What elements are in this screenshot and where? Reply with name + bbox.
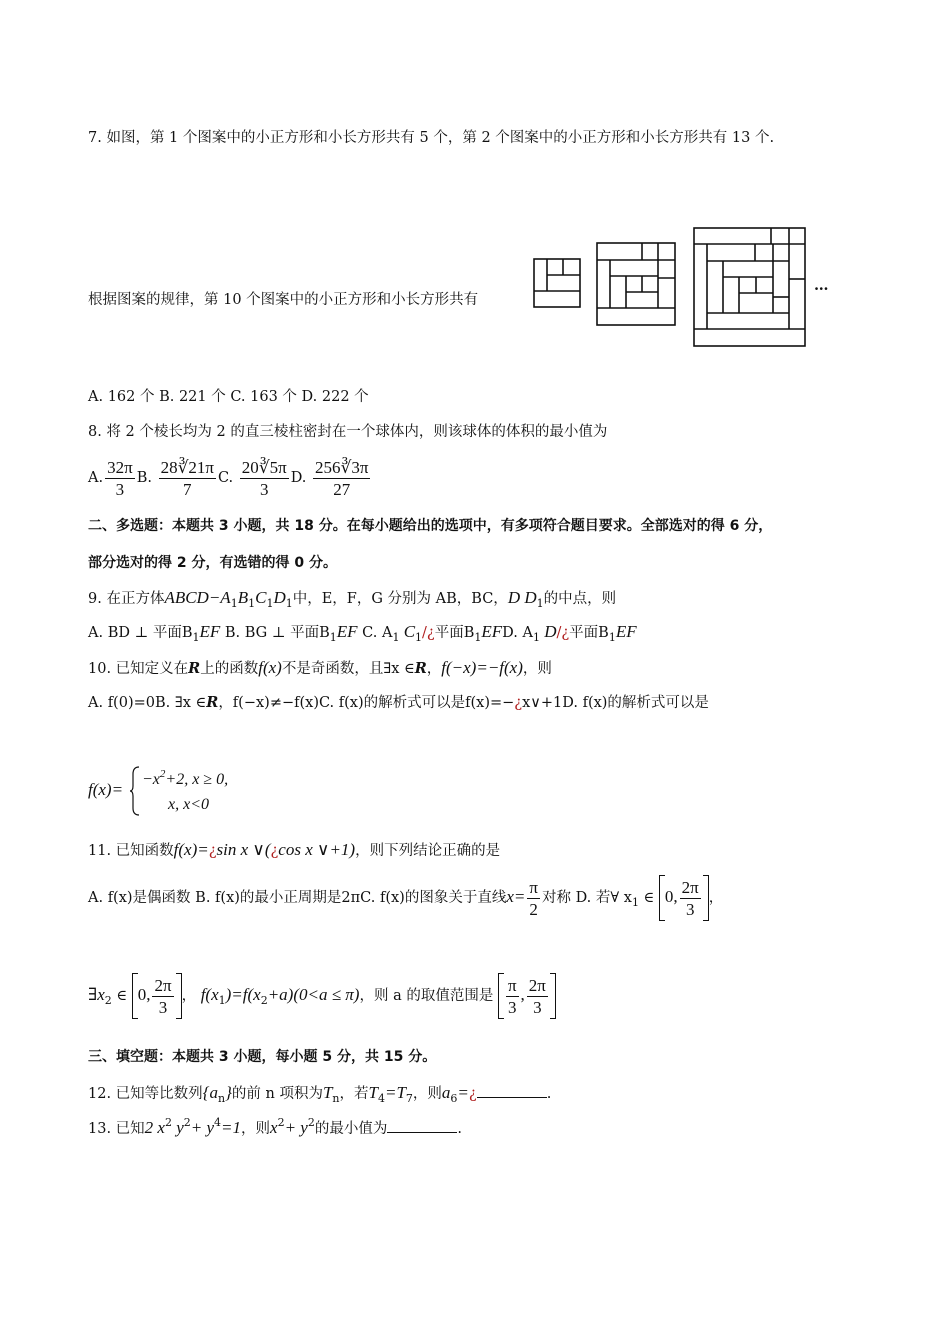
q8-frac-d: $\frac{256∛3\pi}{27}$: [315, 457, 369, 499]
q10-piecewise-lhs: f(x)=: [88, 780, 124, 799]
q8-label-d: D.: [290, 470, 307, 486]
q7-question: 根据图案的规律，第 10 个图案中的小正方形和小长方形共有: [88, 292, 479, 308]
section2-heading: 二、多选题：本题共 3 小题，共 18 分。在每小题给出的选项中，有多项符合题目要求。全部选对的得 6 分，: [88, 518, 773, 534]
q13-answer-blank[interactable]: [387, 1118, 457, 1133]
q7-options: A. 162 个 B. 221 个 C. 163 个 D. 222 个: [88, 389, 369, 405]
q12-answer-blank[interactable]: [477, 1083, 547, 1098]
q8-frac-b: $\frac{28∛21\pi}{7}$: [160, 457, 214, 499]
q11-options: A. f(x)是偶函数 B. f(x)的最小正周期是2πC. f(x)的图象关于直线x= $\frac{\pi}{2}$ 对称 D. 若∀ $x_1$ ∈ 0, $\frac{2\pi}{3}$ ，: [88, 874, 723, 922]
fig2-outer: [597, 243, 675, 325]
q8-stem: 8. 将 2 个棱长均为 2 的直三棱柱密封在一个球体内，则该球体的体积的最小值为: [88, 424, 608, 440]
q9-options: A. BD ⊥ 平面$B_1EF$ B. BG ⊥ 平面$B_1EF$ C. $A_1$ $C_1/¿$平面$B_1EFD$. $A_1$ D/¿平面$B_1EF$: [88, 622, 637, 644]
q8-label-a: A.: [88, 470, 104, 486]
q7-ellipsis: …: [814, 277, 829, 294]
q10-options: A. f(0)=0B. ∃x ∈R，f(−x)≠−f(x)C. f(x)的解析式可以是f(x)=−¿x∨+1D. f(x)的解析式可以是: [88, 694, 709, 711]
q8-frac-c: $\frac{20∛5\pi}{3}$: [241, 457, 287, 499]
q8-label-c: C.: [217, 470, 234, 486]
q8-options: [88, 456, 372, 500]
q13-stem: 13. 已知2 $x^2$ $y^2+ y^4=1$，则$x^2+ y^2$的最小值为 .: [88, 1116, 462, 1137]
q7-figure-1: [533, 258, 581, 308]
q10-piecewise-row2: x, x<0: [168, 796, 209, 813]
q9-stem: 9. 在正方体$ABCD-A_1B_1C_1D_1$中，E，F，G 分别为 AB，BC，D $D_1$的中点，则: [88, 588, 617, 610]
q10-piecewise-row1: $-x^2+2$, x ≥ 0,: [142, 768, 229, 788]
q10-brace-icon: [130, 766, 140, 816]
section2-note: 部分选对的得 2 分，有选错的得 0 分。: [88, 555, 337, 571]
q7-figure-3: [693, 227, 806, 347]
q8-label-b: B.: [136, 470, 152, 486]
q10-stem: 10. 已知定义在R上的函数f(x)不是奇函数，且∃x ∈R，f(−x)=−f(x)，则: [88, 658, 552, 677]
q8-frac-a: $\frac{32\pi}{3}$: [107, 457, 133, 499]
q7-stem: 7. 如图，第 1 个图案中的小正方形和小长方形共有 5 个，第 2 个图案中的小正方形和小长方形共有 13 个.: [88, 130, 775, 146]
q12-stem: 12. 已知等比数列$\{a_n\}$的前 n 项积为$T_n$，若$T_4=T_7$，则$a_6=¿$ .: [88, 1083, 552, 1105]
fig1-outer: [534, 259, 580, 307]
section3-heading: 三、填空题：本题共 3 小题，每小题 5 分，共 15 分。: [88, 1049, 437, 1065]
q11-stem: 11. 已知函数f(x)=¿sin x ∨(¿cos x ∨+1)，则下列结论正确的是: [88, 840, 501, 859]
q11-option-d-cont: $\exists x_2$ ∈ 0, $\frac{2\pi}{3}$ ， $f(x_1)=f(x_2+a)(0<a \le \pi)$，则 a 的取值范围是 $\frac{\pi}{3}$ , $\frac{2\pi}{3}$: [88, 972, 556, 1020]
q7-figure-2: [596, 242, 676, 326]
